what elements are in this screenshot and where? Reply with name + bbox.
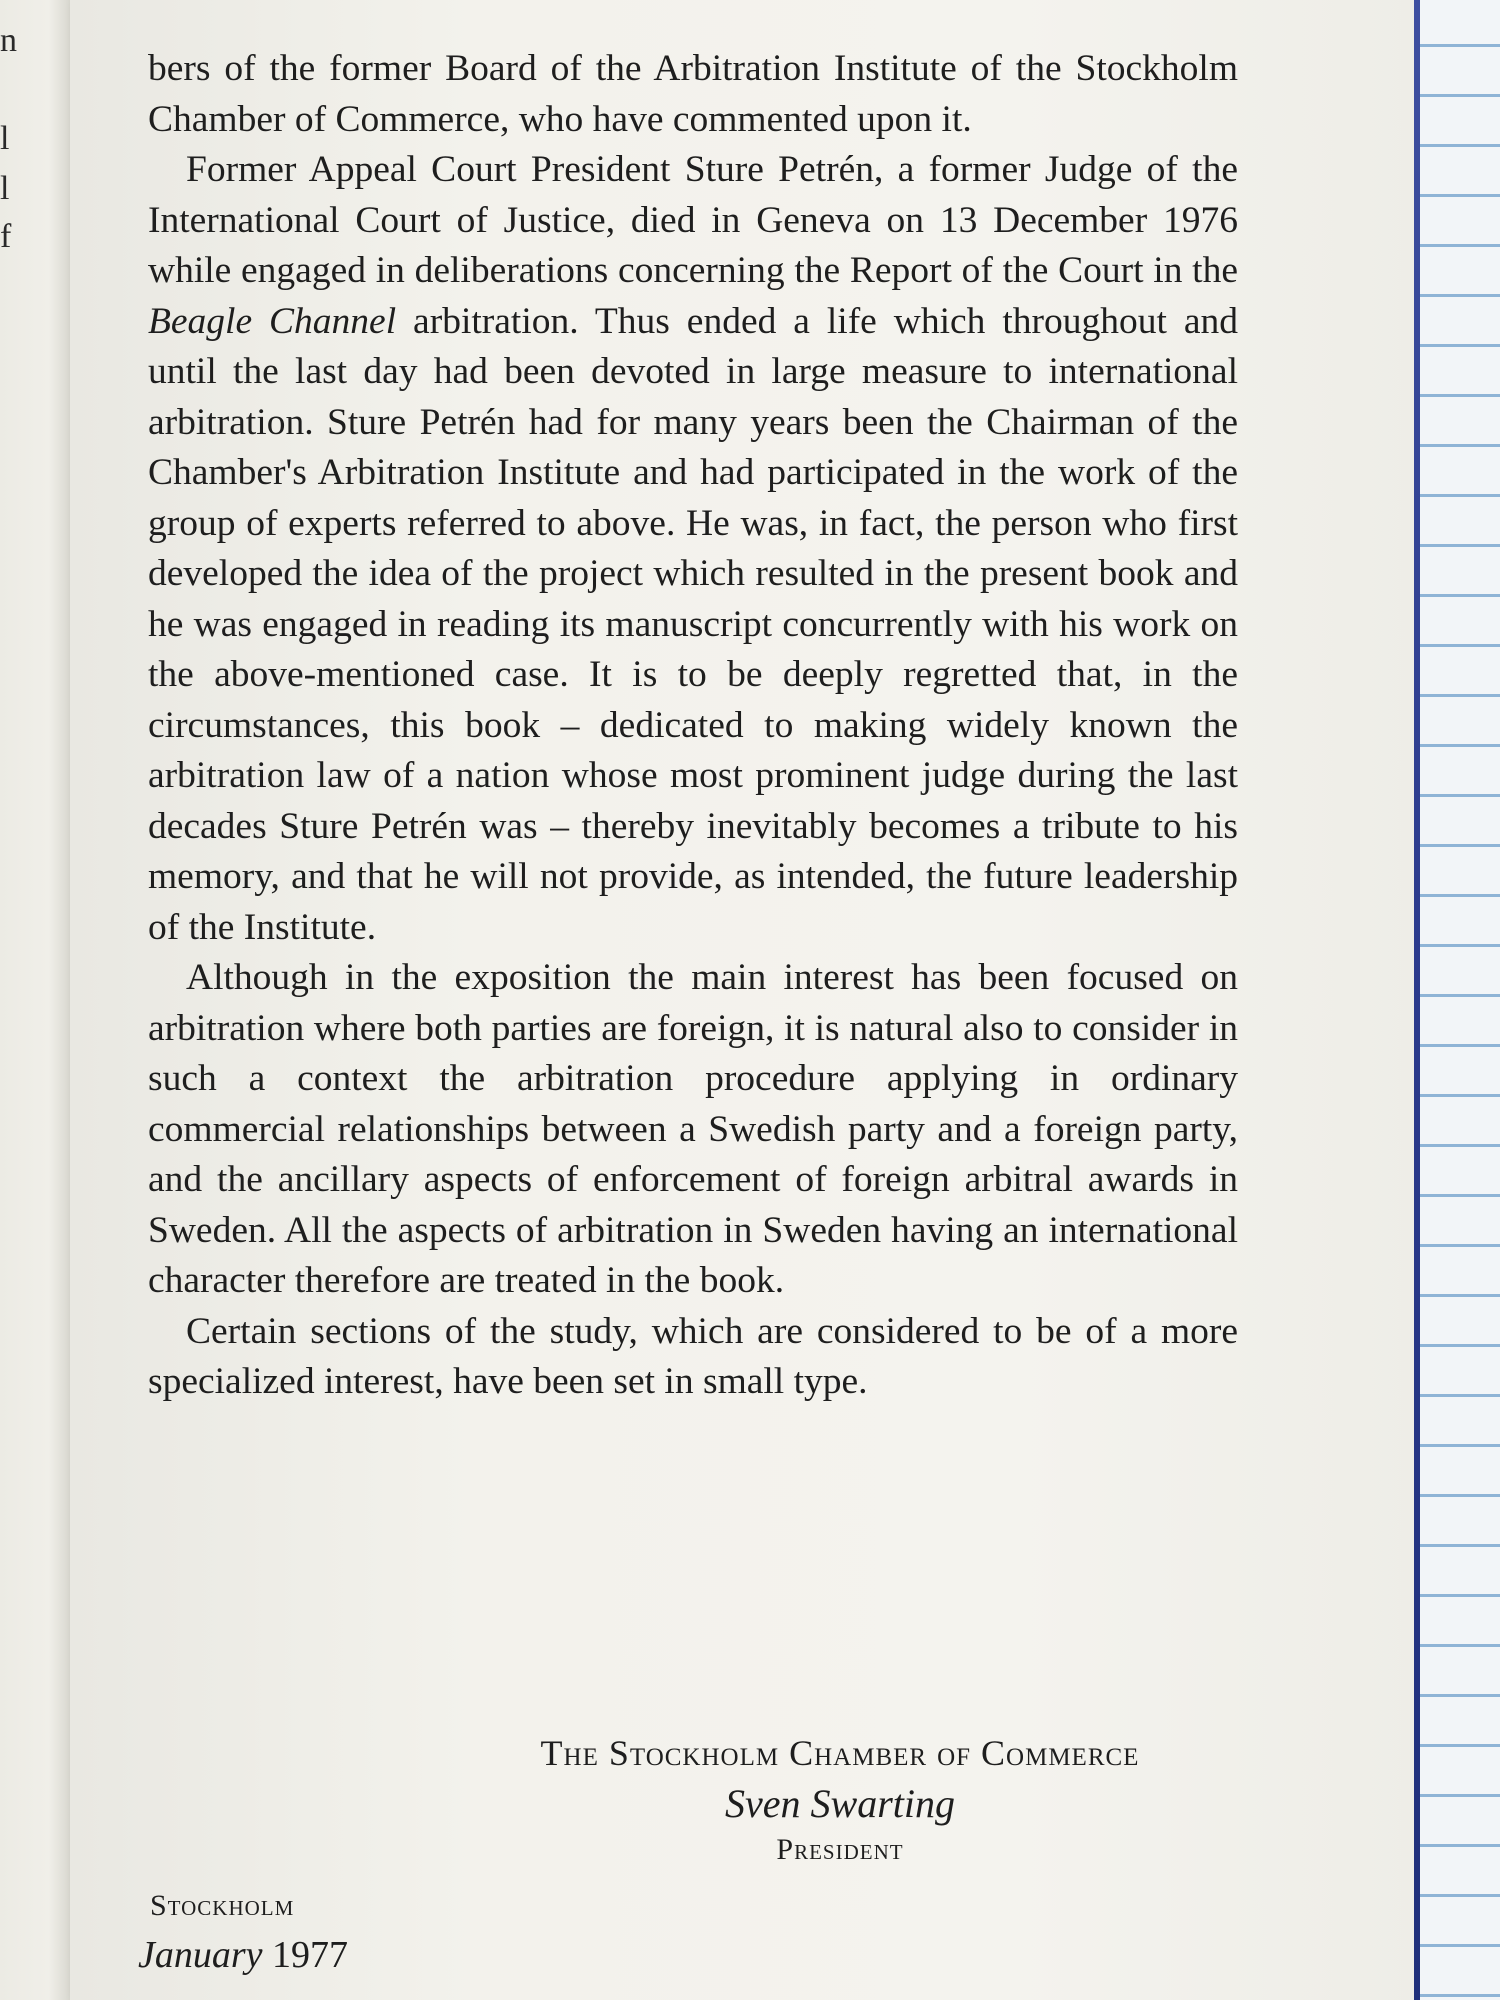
date-line	[138, 1930, 348, 1980]
paragraph	[148, 145, 1238, 953]
paragraph-text: bers of the former Board of the Arbitration Institute of the Stockholm Chamber of Commerce, who have commented upon it.	[148, 48, 1238, 140]
paragraph	[148, 953, 1238, 1307]
place: Stockholm	[150, 1889, 295, 1922]
notebook-paper	[1420, 0, 1500, 2000]
margin-fragment: n	[0, 22, 17, 59]
margin-fragment: l	[0, 170, 10, 207]
signature-name: Sven Swarting	[725, 1781, 955, 1826]
margin-fragment: l	[0, 120, 10, 157]
paragraph-text: Former Appeal Court President Sture Petrén, a former Judge of the International Court of Justice, died in Geneva on 13 December 1976 while engaged in deliberations concerning the Report of the Court in the	[148, 149, 1238, 291]
signature-block	[480, 1728, 1200, 1870]
italic-text: Beagle Channel	[148, 300, 397, 342]
signature-organization: The Stockholm Chamber of Commerce	[540, 1733, 1140, 1773]
paragraph	[148, 1307, 1238, 1408]
date-year: 1977	[272, 1934, 349, 1976]
signature-title: President	[776, 1833, 904, 1866]
paragraph-text: Although in the exposition the main interest has been focused on arbitration where both parties are foreign, it is natural also to consider in such a context the arbitration procedure applying in ordinary commercial relationships between a Swedish party and a foreign party, and the ancillary aspects of enforcement of foreign arbitral awards in Sweden. All the aspects of arbitration in Sweden having an international character therefore are treated in the book.	[148, 957, 1238, 1301]
paragraph	[148, 44, 1238, 145]
paragraph-text: arbitration. Thus ended a life which throughout and until the last day had been devoted in large measure to international arbitration. Sture Petrén had for many years been the Chairman of the Chamber's Arbitration Institute and had participated in the work of the group of experts referred to above. He was, in fact, the person who first developed the idea of the project which resulted in the present book and he was engaged in reading its manuscript concurrently with his work on the above-mentioned case. It is to be deeply regretted that, in the circumstances, this book – dedicated to making widely known the arbitration law of a nation whose most prominent judge during the last decades Sture Petrén was – thereby inevitably becomes a tribute to his memory, and that he will not provide, as intended, the future leadership of the Institute.	[148, 300, 1238, 948]
paragraph-text: Certain sections of the study, which are considered to be of a more specialized interest, have been set in small type.	[148, 1310, 1238, 1402]
facing-page-edge	[0, 0, 70, 2000]
date-month: January	[138, 1934, 263, 1976]
margin-fragment: f	[0, 218, 12, 255]
body-text	[148, 44, 1238, 1408]
